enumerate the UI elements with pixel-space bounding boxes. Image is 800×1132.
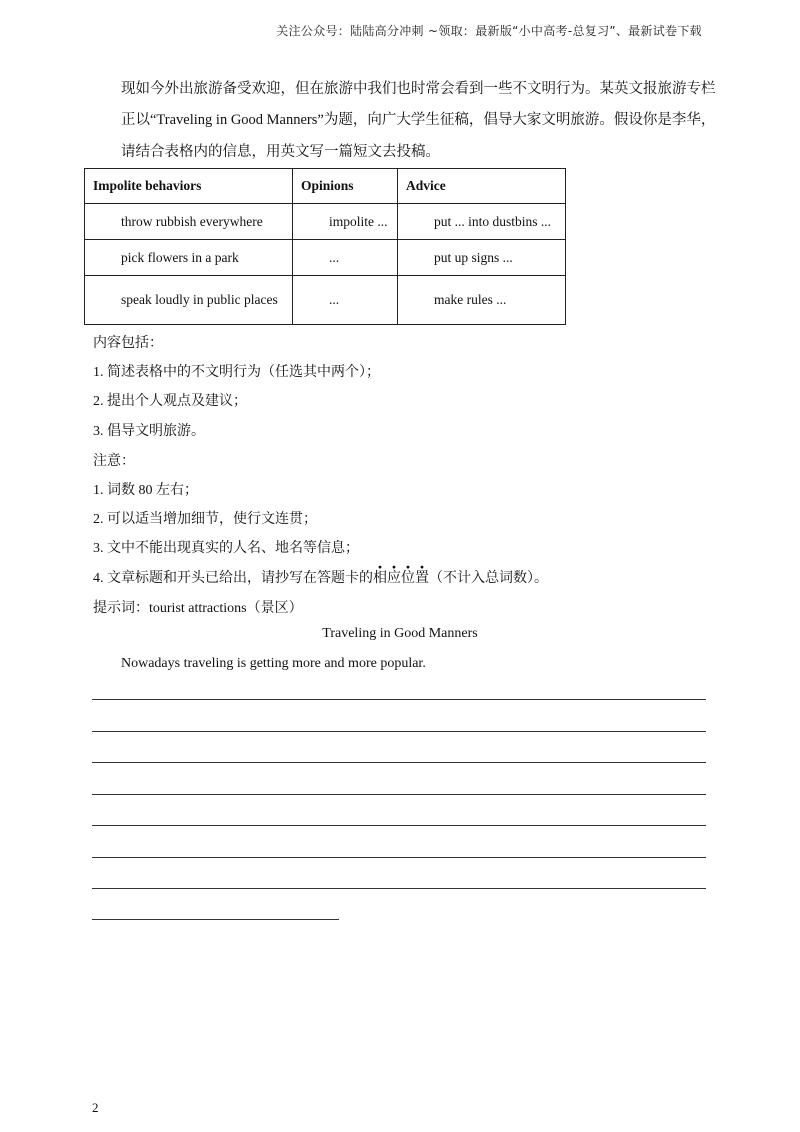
content-item-3: 3. 倡导文明旅游。 bbox=[93, 424, 205, 439]
table-header-row bbox=[85, 169, 566, 204]
answer-line[interactable] bbox=[92, 825, 706, 826]
answer-line-short[interactable] bbox=[92, 919, 339, 920]
answer-line[interactable] bbox=[92, 794, 706, 795]
header-behaviors: Impolite behaviors bbox=[85, 169, 293, 204]
emphasis-char: 位 bbox=[401, 571, 415, 586]
header-advice: Advice bbox=[398, 169, 566, 204]
opinion-cell: ... bbox=[293, 276, 398, 325]
table-row bbox=[85, 240, 566, 276]
opinion-cell: ... bbox=[293, 240, 398, 276]
note-4-emphasis bbox=[373, 571, 429, 586]
table-row bbox=[85, 204, 566, 240]
intro-line-2: 正以“Traveling in Good Manners”为题，向广大学生征稿，倡导大家文明旅游。假设你是李华， bbox=[121, 112, 716, 128]
behavior-cell: pick flowers in a park bbox=[85, 240, 293, 276]
note-2: 2. 可以适当增加细节，使行文连贯； bbox=[93, 512, 317, 527]
table-row bbox=[85, 276, 566, 325]
intro-line-3: 请结合表格内的信息，用英文写一篇短文去投稿。 bbox=[121, 144, 440, 160]
answer-line[interactable] bbox=[92, 857, 706, 858]
header-opinions: Opinions bbox=[293, 169, 398, 204]
answer-line[interactable] bbox=[92, 731, 706, 732]
content-item-2: 2. 提出个人观点及建议； bbox=[93, 394, 247, 409]
note-1: 1. 词数 80 左右； bbox=[93, 483, 198, 498]
hint-words: 提示词：tourist attractions（景区） bbox=[93, 601, 303, 616]
answer-line[interactable] bbox=[92, 699, 706, 700]
essay-title: Traveling in Good Manners bbox=[322, 626, 478, 641]
opinion-cell: impolite ... bbox=[293, 204, 398, 240]
note-4-prefix: 4. 文章标题和开头已给出，请抄写在答题卡的 bbox=[93, 571, 373, 586]
content-item-1: 1. 简述表格中的不文明行为（任选其中两个）； bbox=[93, 365, 380, 380]
page-header: 关注公众号：陆陆高分冲刺 ~领取：最新版“小中高考-总复习”、最新试卷下载 bbox=[276, 24, 702, 38]
page-number: 2 bbox=[92, 1100, 99, 1115]
answer-line[interactable] bbox=[92, 762, 706, 763]
advice-cell: make rules ... bbox=[398, 276, 566, 325]
advice-cell: put up signs ... bbox=[398, 240, 566, 276]
essay-opening: Nowadays traveling is getting more and more popular. bbox=[121, 656, 426, 671]
note-3: 3. 文中不能出现真实的人名、地名等信息； bbox=[93, 541, 359, 556]
behavior-cell: speak loudly in public places bbox=[85, 276, 293, 325]
behavior-cell: throw rubbish everywhere bbox=[85, 204, 293, 240]
notes-heading: 注意： bbox=[93, 454, 135, 469]
note-4 bbox=[93, 567, 548, 587]
note-4-suffix: （不计入总词数）。 bbox=[429, 571, 548, 586]
content-heading: 内容包括： bbox=[93, 336, 163, 351]
manners-table bbox=[84, 168, 566, 325]
advice-cell: put ... into dustbins ... bbox=[398, 204, 566, 240]
intro-line-1: 现如今外出旅游备受欢迎，但在旅游中我们也时常会看到一些不文明行为。某英文报旅游专栏 bbox=[121, 81, 716, 97]
emphasis-char: 相 bbox=[373, 571, 387, 586]
emphasis-char: 置 bbox=[415, 571, 429, 586]
emphasis-char: 应 bbox=[387, 571, 401, 586]
answer-line[interactable] bbox=[92, 888, 706, 889]
